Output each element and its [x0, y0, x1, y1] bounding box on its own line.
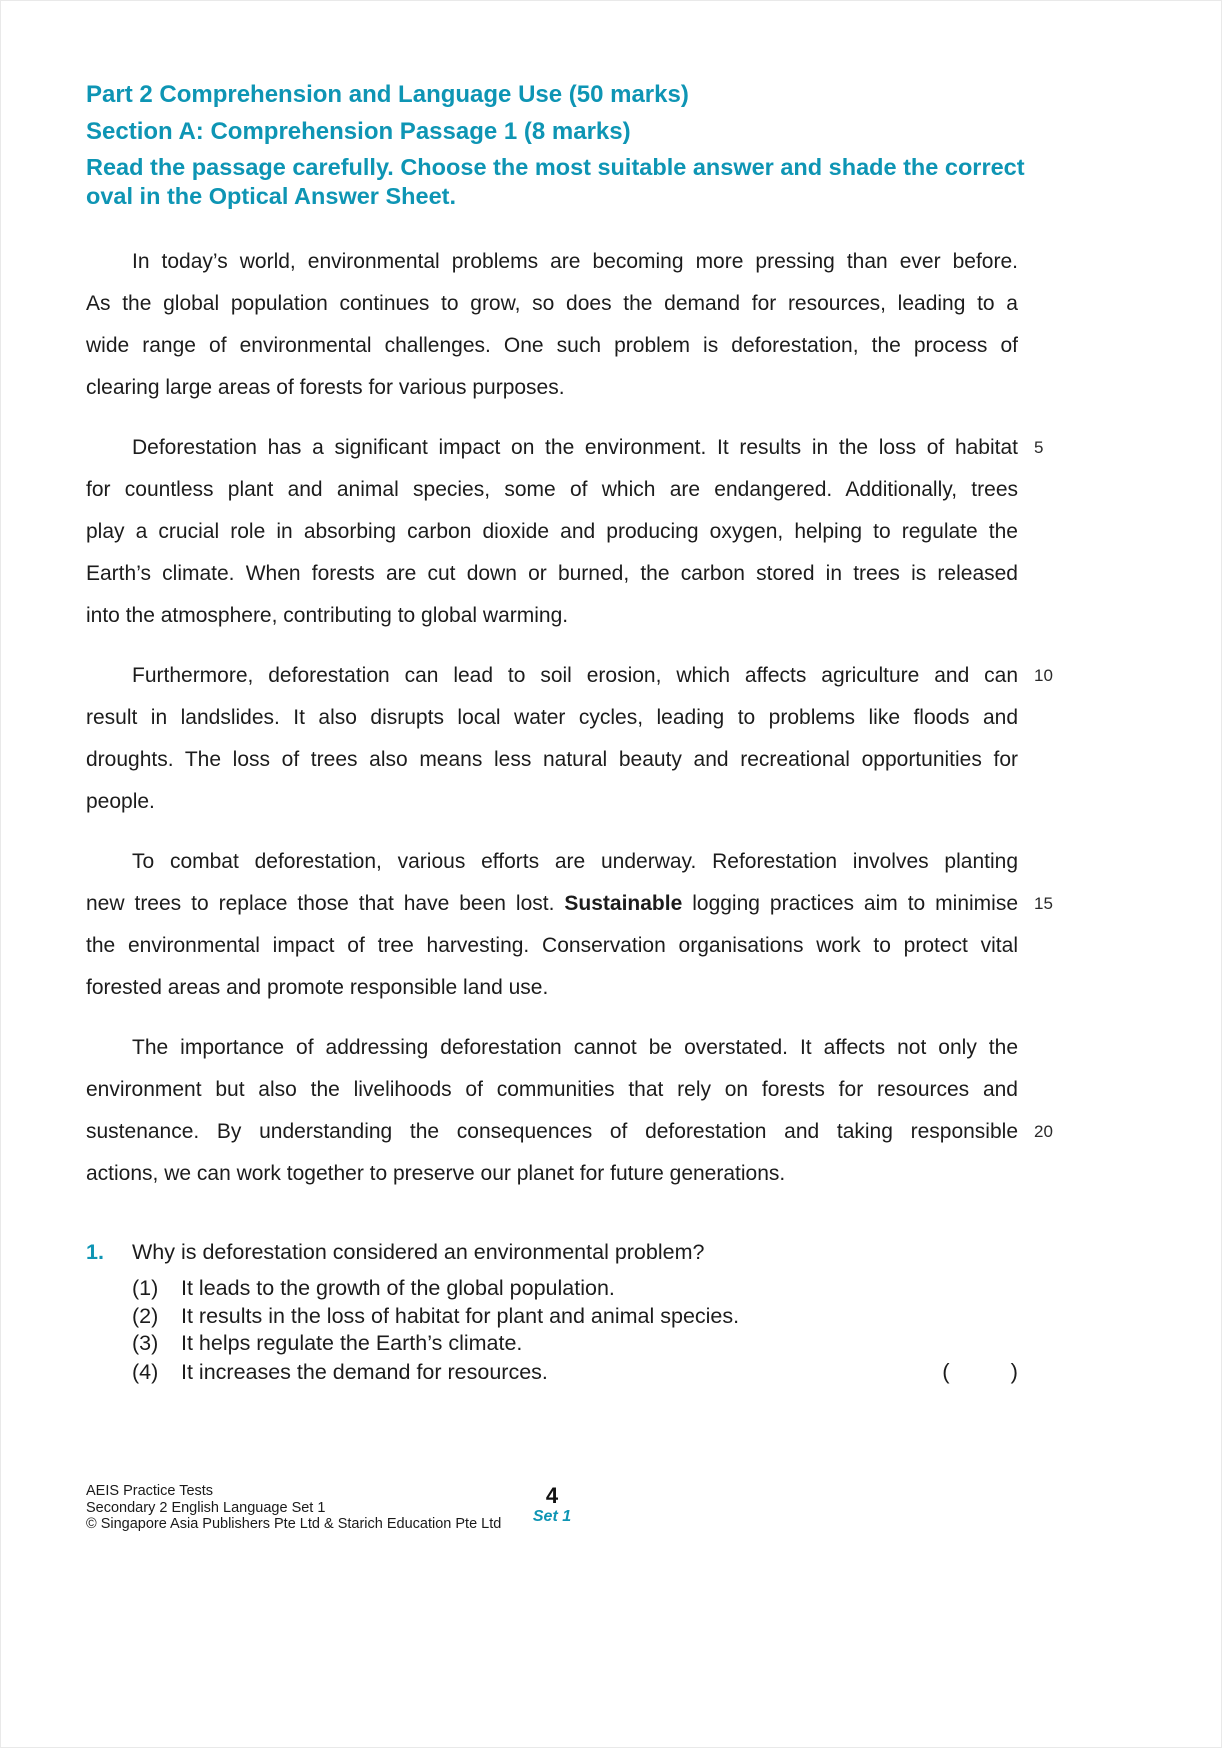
option-row	[132, 1275, 1018, 1303]
paragraph	[86, 841, 1053, 1009]
instructions-line-2: oval in the Optical Answer Sheet.	[86, 183, 456, 209]
passage-line	[86, 241, 1018, 283]
passage-line	[86, 697, 1018, 739]
line-text: wide range of environmental challenges. One such problem is deforestation, the process of	[86, 334, 1018, 357]
line-text: forested areas and promote responsible land use.	[86, 976, 549, 999]
paragraph	[86, 427, 1044, 637]
option-label: (1)	[132, 1276, 159, 1300]
instructions	[86, 153, 1025, 211]
passage-line	[86, 511, 1018, 553]
footer-series-title: AEIS Practice Tests	[86, 1483, 214, 1499]
line-text: As the global population continues to grow, so does the demand for resources, leading to a	[86, 292, 1018, 315]
line-text: To combat deforestation, various efforts are underway. Reforestation involves planting	[132, 850, 1018, 873]
bold-word: Sustainable	[564, 892, 683, 915]
passage-line	[86, 553, 1018, 595]
question-block	[86, 1237, 1018, 1386]
line-text: people.	[86, 790, 155, 813]
line-text: actions, we can work together to preserve our planet for future generations.	[86, 1162, 786, 1185]
part-title: Part 2 Comprehension and Language Use (50 marks)	[86, 81, 689, 108]
set-label: Set 1	[532, 1508, 572, 1525]
line-text: logging practices aim to minimise	[682, 892, 1019, 915]
passage-line	[86, 925, 1018, 967]
option-text: It leads to the growth of the global population.	[181, 1276, 615, 1300]
line-text: In today’s world, environmental problems are becoming more pressing than ever before.	[132, 250, 1018, 273]
option-label: (2)	[132, 1303, 159, 1328]
option-row	[132, 1303, 1018, 1331]
option-row	[132, 1330, 1018, 1358]
line-text: droughts. The loss of trees also means less natural beauty and recreational opportunities for	[86, 748, 1018, 771]
instructions-line-1: Read the passage carefully. Choose the most suitable answer and shade the correct	[86, 154, 1025, 180]
line-text: Deforestation has a significant impact on the environment. It results in the loss of habitat	[132, 436, 1018, 459]
line-text: for countless plant and animal species, some of which are endangered. Additionally, trees	[86, 478, 1018, 501]
passage-line	[86, 655, 1053, 697]
passage-line	[86, 967, 1018, 1009]
paragraph	[86, 655, 1053, 823]
options	[132, 1275, 1018, 1386]
page-content	[86, 79, 1053, 1386]
question-head	[86, 1237, 1018, 1267]
line-text: clearing large areas of forests for various purposes.	[86, 376, 565, 399]
question-number: 1.	[86, 1240, 104, 1264]
option-text: It increases the demand for resources.	[181, 1359, 548, 1384]
line-number: 15	[1034, 894, 1053, 913]
paragraph	[86, 241, 1018, 409]
answer-bracket: ( )	[942, 1358, 1018, 1384]
option-row	[132, 1358, 1018, 1387]
line-text: environment but also the livelihoods of communities that rely on forests for resources and	[86, 1078, 1018, 1101]
passage-line	[86, 1027, 1018, 1069]
footer-center	[86, 1485, 1018, 1527]
line-number: 5	[1034, 438, 1044, 457]
passage-line	[86, 883, 1053, 925]
line-number: 20	[1034, 1122, 1053, 1141]
option-text: It results in the loss of habitat for plant and animal species.	[181, 1303, 740, 1328]
passage-line	[86, 427, 1044, 469]
passage-line	[86, 1153, 1018, 1195]
passage-line	[86, 1069, 1018, 1111]
passage-line	[86, 469, 1018, 511]
footer-copyright: © Singapore Asia Publishers Pte Ltd & Starich Education Pte Ltd	[86, 1516, 502, 1532]
line-text: the environmental impact of tree harvesting. Conservation organisations work to protect vital	[86, 934, 1018, 957]
line-number: 10	[1034, 666, 1053, 685]
line-text: into the atmosphere, contributing to global warming.	[86, 604, 569, 627]
line-text: sustenance. By understanding the consequences of deforestation and taking responsible	[86, 1120, 1018, 1143]
line-text: new trees to replace those that have been lost.	[86, 892, 565, 915]
line-text: result in landslides. It also disrupts local water cycles, leading to problems like floods and	[86, 706, 1018, 729]
passage-line	[86, 595, 1018, 637]
passage-line	[86, 367, 1018, 409]
passage-line	[86, 283, 1018, 325]
line-text: The importance of addressing deforestation cannot be overstated. It affects not only the	[132, 1036, 1018, 1059]
paragraph	[86, 1027, 1053, 1195]
option-label: (4)	[132, 1359, 159, 1384]
passage-line	[86, 325, 1018, 367]
section-title: Section A: Comprehension Passage 1 (8 marks)	[86, 118, 631, 145]
footer-book-title: Secondary 2 English Language Set 1	[86, 1499, 326, 1516]
passage	[86, 241, 1053, 1195]
option-label: (3)	[132, 1331, 159, 1355]
passage-line	[86, 739, 1018, 781]
option-text: It helps regulate the Earth’s climate.	[181, 1331, 523, 1355]
line-text: Earth’s climate. When forests are cut down or burned, the carbon stored in trees is released	[86, 562, 1018, 585]
page-number: 4	[545, 1483, 559, 1508]
question-text: Why is deforestation considered an environmental problem?	[132, 1240, 705, 1264]
line-text: Furthermore, deforestation can lead to soil erosion, which affects agriculture and can	[132, 664, 1018, 687]
passage-line	[86, 781, 1018, 823]
passage-line	[86, 841, 1018, 883]
passage-line	[86, 1111, 1053, 1153]
line-text: play a crucial role in absorbing carbon dioxide and producing oxygen, helping to regulate the	[86, 520, 1018, 543]
